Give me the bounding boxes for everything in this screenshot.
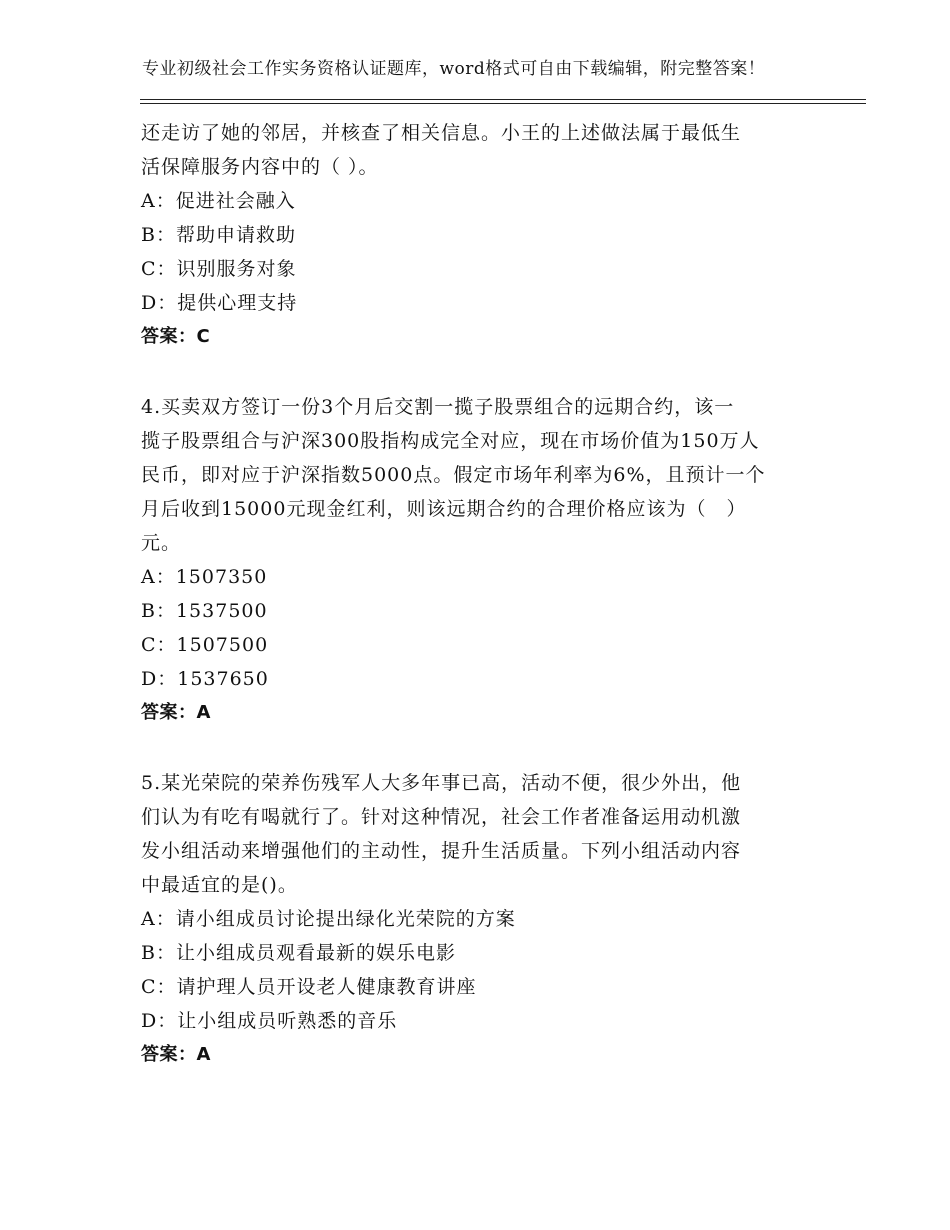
option-d: D：1537650 (141, 668, 269, 690)
option-b: B：帮助申请救助 (141, 224, 296, 246)
option-d: D：让小组成员听熟悉的音乐 (141, 1010, 398, 1032)
question-5 (141, 766, 821, 1072)
question-stem-line: 揽子股票组合与沪深300股指构成完全对应，现在市场价值为150万人 (141, 430, 760, 452)
question-stem-line: 中最适宜的是()。 (141, 874, 298, 896)
option-b: B：1537500 (141, 600, 268, 622)
question-spacer (141, 354, 821, 390)
header-rule-bottom (140, 103, 866, 104)
question-stem-line: 还走访了她的邻居，并核查了相关信息。小王的上述做法属于最低生 (141, 122, 742, 144)
option-d: D：提供心理支持 (141, 292, 298, 314)
answer-label: 答案：A (141, 1044, 211, 1065)
question-stem-line: 民币，即对应于沪深指数5000点。假定市场年利率为6%，且预计一个 (141, 464, 766, 486)
option-a: A：请小组成员讨论提出绿化光荣院的方案 (141, 908, 516, 930)
option-c: C：1507500 (141, 634, 269, 656)
answer-label: 答案：C (141, 326, 211, 347)
question-stem-line: 发小组活动来增强他们的主动性，提升生活质量。下列小组活动内容 (141, 840, 742, 862)
option-c: C：请护理人员开设老人健康教育讲座 (141, 976, 477, 998)
question-4 (141, 390, 821, 730)
question-stem-line: 5.某光荣院的荣养伤残军人大多年事已高，活动不便，很少外出，他 (141, 772, 742, 794)
question-3 (141, 116, 821, 354)
option-a: A：1507350 (141, 566, 268, 588)
question-list (141, 116, 821, 1072)
question-stem-line: 活保障服务内容中的（ ）。 (141, 156, 379, 178)
answer-label: 答案：A (141, 702, 211, 723)
option-b: B：让小组成员观看最新的娱乐电影 (141, 942, 456, 964)
question-stem-line: 元。 (141, 532, 182, 554)
question-stem-line: 月后收到15000元现金红利，则该远期合约的合理价格应该为（ ） (141, 498, 747, 520)
page-header: 专业初级社会工作实务资格认证题库，word格式可自由下载编辑，附完整答案！ (142, 59, 766, 79)
question-stem-line: 4.买卖双方签订一份3个月后交割一揽子股票组合的远期合约，该一 (141, 396, 735, 418)
option-a: A：促进社会融入 (141, 190, 296, 212)
option-c: C：识别服务对象 (141, 258, 297, 280)
header-rule-top (140, 99, 866, 100)
question-spacer (141, 730, 821, 766)
question-stem-line: 们认为有吃有喝就行了。针对这种情况，社会工作者准备运用动机激 (141, 806, 742, 828)
